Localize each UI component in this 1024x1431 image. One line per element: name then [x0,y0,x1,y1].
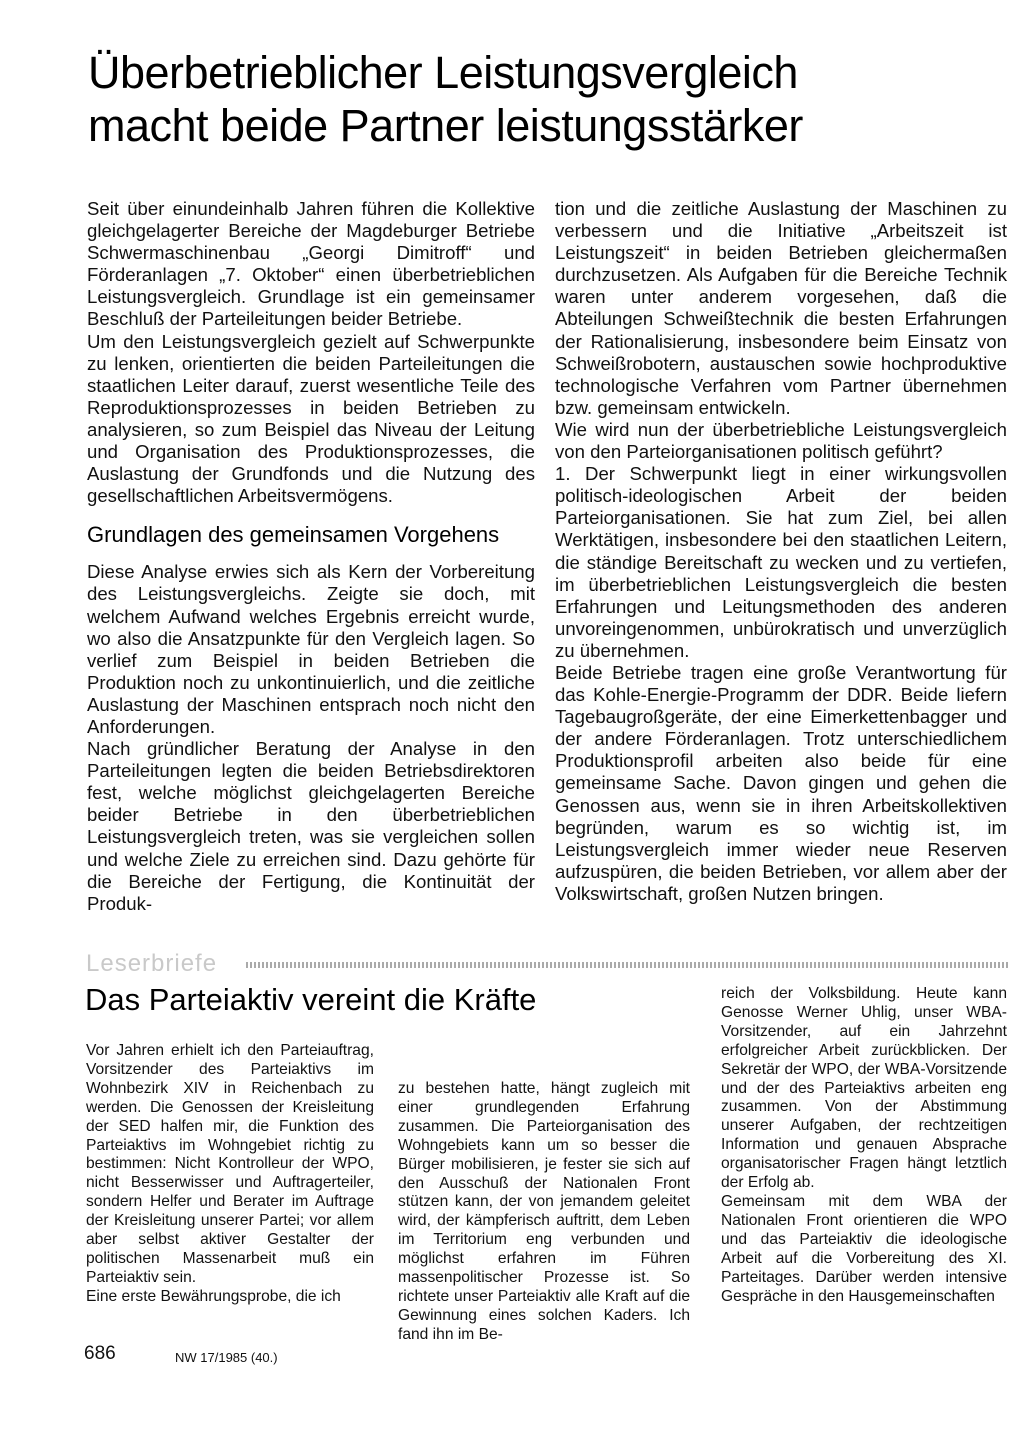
article-column-1 [87,198,535,915]
section-label: Leserbriefe [86,950,218,977]
letter-paragraph: Eine erste Bewährungsprobe, die ich [86,1287,341,1305]
letters-headline: Das Parteiaktiv vereint die Kräfte [85,982,537,1017]
article-paragraph: Seit über einundeinhalb Jahren führen die Kollektive gleichgelagerter Bereiche der Magdeburger Betriebe Schwermaschinenbau „Georgi Dimitroff“ und Förderanlagen „7. Oktober“ einen überbetrieblichen Leistungsvergleich. Grundlage ist ein gemeinsamer Beschluß der Parteileitungen beider Betriebe. [87,198,535,330]
article-paragraph: Nach gründlicher Beratung der Analyse in den Parteileitungen legten die beiden Betriebsdirektoren fest, welche möglichst gleichgelagerten Bereiche beider Betriebe in den überbetrieblichen Leistungsvergleich treten, was sie vergleichen sollen und welche Ziele zu erreichen sind. Dazu gehörte für die Bereiche der Fertigung, die Kontinuität der Produk- [87,738,535,914]
page-number: 686 [84,1343,116,1364]
letter-paragraph: zu bestehen hatte, hängt zugleich mit einer grundlegenden Erfahrung zusammen. Die Parteiorganisation des Wohngebiets kann um so besser die Bürger mobilisieren, je fester sie sich auf den Ausschuß der Nationalen Front stützen kann, der von jemandem geleitet wird, der kämpferisch auftritt, dem Leben im Territorium eng verbunden und möglichst erfahren im Führen massenpolitischer Prozesse ist. So richtete unser Parteiaktiv alle Kraft auf die Gewinnung eines solchen Kaders. Ich fand ihn im Be- [398,1080,690,1343]
headline-line-1: Überbetrieblicher Leistungsvergleich [88,47,798,98]
letter-paragraph: Vor Jahren erhielt ich den Parteiauftrag, Vorsitzender des Parteiaktivs im Wohnbezirk XIV in Reichenbach zu werden. Die Genossen der Kreisleitung der SED halfen mir, die Funktion des Parteiaktivs im Wohngebiet richtig zu bestimmen: Nicht Kontrolleur der WPO, nicht Besserwisser und Auftragerteiler, sondern Helfer und Berater im Auftrage der Kreisleitung unserer Partei; vor allem aber selbst aktiver Gestalter der politischen Massenarbeit muß ein Parteiaktiv sein. [86,1042,374,1286]
letter-paragraph: reich der Volksbildung. Heute kann Genosse Werner Uhlig, unser WBA-Vorsitzender, auf ein Jahrzehnt erfolgreicher Arbeit zurückblicken. Der Sekretär der WPO, der WBA-Vorsitzende und der des Parteiaktivs arbeiten eng zusammen. Von der Abstimmung unserer Aufgaben, der rechtzeitigen Information und genauen Absprache organisatorischer Fragen hängt letztlich der Erfolg ab. [721,985,1007,1192]
article-paragraph: Diese Analyse erwies sich als Kern der Vorbereitung des Leistungsvergleichs. Zeigte sie doch, mit welchem Aufwand welches Ergebnis erreicht wurde, wo also die Ansatzpunkte für den Vergleich lagen. So verlief zum Beispiel in beiden Betrieben die Produktion noch zu unkontinuierlich, und die zeitliche Auslastung der Maschinen entsprach noch nicht den Anforderungen. [87,561,535,737]
letters-column-3 [721,985,1007,1306]
letters-column-1 [86,1042,374,1307]
issue-reference: NW 17/1985 (40.) [175,1350,278,1365]
section-divider [246,962,1008,968]
letters-column-2 [398,1080,690,1345]
letter-paragraph: Gemeinsam mit dem WBA der Nationalen Front orientieren die WPO und das Parteiaktiv die ideologische Arbeit auf die Vorbereitung des XI. Parteitages. Darüber werden intensive Gespräche in den Hausgemeinschaften [721,1192,1007,1305]
article-column-2 [555,198,1007,905]
article-paragraph: Wie wird nun der überbetriebliche Leistungsvergleich von den Parteiorganisationen politisch geführt? [555,418,1007,463]
article-headline [88,46,888,152]
headline-line-2: macht beide Partner leistungsstärker [88,100,803,151]
article-paragraph: 1. Der Schwerpunkt liegt in einer wirkungsvollen politisch-ideologischen Arbeit der beiden Parteiorganisationen. Sie hat zum Ziel, bei allen Werktätigen, insbesondere bei den staatlichen Leitern, die ständige Bereitschaft zu wecken und zu vertiefen, im überbetrieblichen Leistungsvergleich die besten Erfahrungen und Leitungsmethoden des anderen unvoreingenommen, unbürokratisch und unverzüglich zu übernehmen. [555,463,1007,661]
article-subheading: Grundlagen des gemeinsamen Vorgehens [87,522,500,548]
article-paragraph: tion und die zeitliche Auslastung der Maschinen zu verbessern und die Initiative „Arbeitszeit ist Leistungszeit“ in beiden Betrieben gleichermaßen durchzusetzen. Als Aufgaben für die Bereiche Technik waren unter anderem vorgesehen, daß die Abteilungen Schweißtechnik die besten Erfahrungen der Rationalisierung, insbesondere beim Einsatz von Schweißrobotern, austauschen sowie hochproduktive technologische Verfahren vom Partner übernehmen bzw. gemeinsam entwickeln. [555,198,1007,418]
article-paragraph: Um den Leistungsvergleich gezielt auf Schwerpunkte zu lenken, orientierten die beiden Parteileitungen die staatlichen Leiter darauf, zuerst wesentliche Teile des Reproduktionsprozesses in beiden Betrieben zu analysieren, so zum Beispiel das Niveau der Leitung und Organisation des Produktionsprozesses, die Auslastung der Grundfonds und die Nutzung des gesellschaftlichen Arbeitsvermögens. [87,330,535,507]
article-paragraph: Beide Betriebe tragen eine große Verantwortung für das Kohle-Energie-Programm der DDR. Beide liefern Tagebaugroßgeräte, der eine Eimerkettenbagger und der andere Förderanlagen. Trotz unterschiedlichem Produktionsprofil arbeiten also beide für eine gemeinsame Sache. Davon gingen und gehen die Genossen aus, wenn sie in ihren Arbeitskollektiven begründen, warum es so wichtig ist, im Leistungsvergleich immer wieder neue Reserven aufzuspüren, die beiden Betrieben, vor allem aber der Volkswirtschaft, großen Nutzen bringen. [555,661,1007,904]
